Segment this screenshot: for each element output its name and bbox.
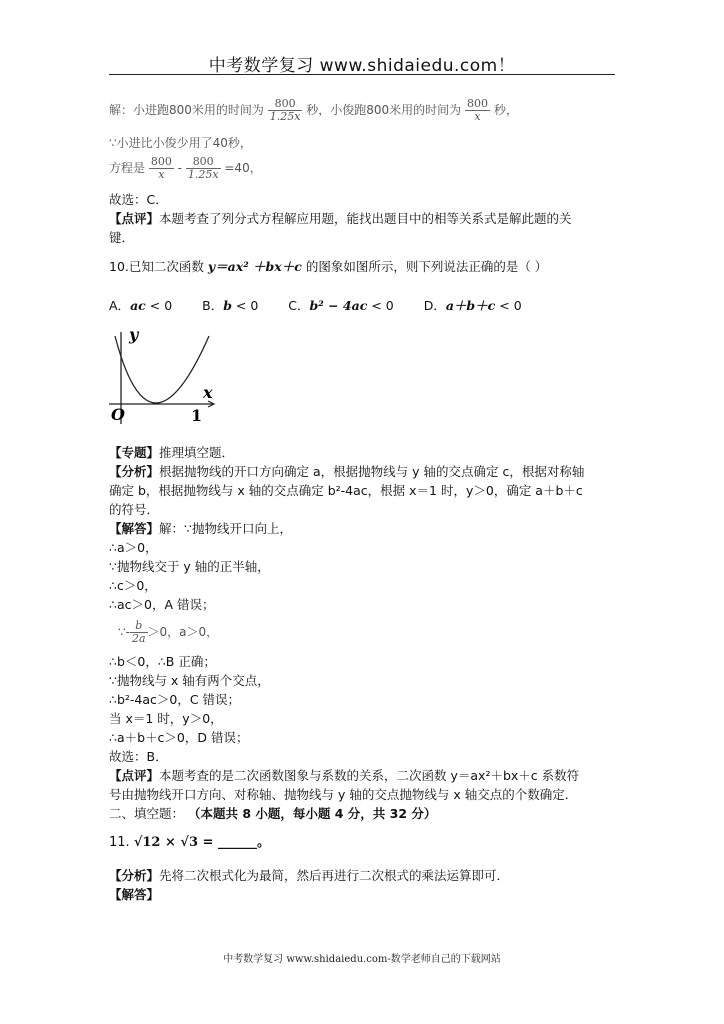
q10-suffix: 的图象如图所示，则下列说法正确的是（ ） <box>305 259 548 274</box>
option-rel: < 0 <box>367 298 394 313</box>
prev-comment-line-1 <box>109 210 572 228</box>
q10-stem <box>109 258 547 276</box>
prev-comment-line-2: 键． <box>109 230 135 245</box>
topic-label: 【专题】 <box>109 445 160 460</box>
fraction-num: 800 <box>150 155 172 168</box>
option-b <box>202 298 258 313</box>
topic-text: 推理填空题． <box>159 445 235 460</box>
q10-prefix: 10.已知二次函数 <box>109 259 204 274</box>
one-label: 1 <box>191 406 203 425</box>
comment-label: 【点评】 <box>109 211 160 226</box>
option-expr: ac <box>130 298 146 313</box>
text: 秒， <box>493 103 518 117</box>
q10-axis-step <box>118 620 218 645</box>
fraction-800-over-x <box>149 156 174 181</box>
fraction-b-over-2a <box>130 620 148 645</box>
q10-options <box>109 297 522 315</box>
option-rel: < 0 <box>231 298 259 313</box>
q10-step: 当 x＝1 时，y＞0， <box>109 711 223 726</box>
fraction-num: 800 <box>467 97 488 110</box>
text: 方程是 <box>109 161 146 175</box>
q10-step: ∴c＞0， <box>109 578 157 593</box>
fraction-den: 1.25x <box>187 168 219 181</box>
fraction-800-over-1.25x <box>268 98 303 123</box>
option-letter: B． <box>202 298 224 313</box>
text: ∵- <box>118 625 130 639</box>
solution-label: 【解答】 <box>109 887 160 902</box>
text: ＞0，a＞0， <box>147 625 219 639</box>
page-header-title: 中考数学复习 www.shidaiedu.com！ <box>208 56 516 76</box>
analysis-text: 根据抛物线的开口方向确定 a，根据抛物线与 y 轴的交点确定 c，根据对称轴 <box>159 464 585 479</box>
origin-label: O <box>111 405 125 424</box>
analysis-text: 先将二次根式化为最简，然后再进行二次根式的乘法运算即可． <box>159 868 510 883</box>
prev-solution-line-2: ∵小进比小俊少用了40秒， <box>109 136 252 150</box>
section-note: （本题共 8 小题，每小题 4 分，共 32 分） <box>188 806 437 821</box>
option-a <box>109 298 172 313</box>
comment-text: 本题考查了列分式方程解应用题，能找出题目中的相等关系式是解此题的关 <box>159 211 572 226</box>
solution-label: 【解答】 <box>109 521 160 536</box>
section-2-heading <box>109 805 436 823</box>
q10-comment-line-2: 号由抛物线开口方向、对称轴、抛物线与 y 轴的交点抛物线与 x 轴交点的个数确定． <box>109 787 578 802</box>
analysis-label: 【分析】 <box>109 868 160 883</box>
q10-analysis-line-1 <box>109 463 584 481</box>
q11-analysis <box>109 867 509 885</box>
fraction-num: b <box>130 620 148 633</box>
fraction-num: 800 <box>268 98 303 111</box>
fraction-den: 2a <box>131 632 146 645</box>
page-footer: 中考数学复习 www.shidaiedu.com-数学老师自己的下载网站 <box>223 954 501 965</box>
header-rule <box>109 74 615 75</box>
q10-step: ∴b²-4ac＞0，C 错误； <box>109 692 241 707</box>
option-expr: a＋b＋c <box>445 298 496 313</box>
comment-label: 【点评】 <box>109 768 160 783</box>
prev-solution-line-1 <box>109 98 518 123</box>
prev-answer: 故选：C． <box>109 192 168 207</box>
parabola-curve <box>115 336 209 403</box>
fraction-800-over-1.25x <box>186 156 221 181</box>
option-d <box>424 298 522 313</box>
comment-text: 本题考查的是二次函数图象与系数的关系，二次函数 y＝ax²＋bx＋c 系数符 <box>159 768 580 783</box>
q10-step: ∴b＜0，∴B 正确； <box>109 654 216 669</box>
option-expr: b² − 4ac <box>309 298 368 313</box>
q10-solution-intro <box>109 520 292 538</box>
minus-sign: - <box>177 161 183 175</box>
fraction-800-over-x <box>465 98 490 123</box>
text: =40， <box>224 161 262 175</box>
q10-answer: 故选：B． <box>109 749 168 764</box>
q10-topic <box>109 444 234 462</box>
option-rel: < 0 <box>145 298 173 313</box>
option-letter: A． <box>109 298 131 313</box>
text: 解：小进跑800米用的时间为 <box>109 103 264 117</box>
q10-analysis-line-3: 的符号． <box>109 502 160 517</box>
q10-function: y＝ax² ＋bx＋c <box>207 259 302 274</box>
q10-step: ∴a＞0， <box>109 540 158 555</box>
solution-text: 解：∵抛物线开口向上， <box>159 521 292 536</box>
x-axis-label: x <box>203 383 213 402</box>
parabola-graph <box>109 328 219 428</box>
q10-step: ∴ac＞0，A 错误； <box>109 597 215 612</box>
q11-stem <box>109 834 270 852</box>
fraction-den: x <box>158 168 165 181</box>
q11-expression: √12 × √3 = ______。 <box>133 835 270 850</box>
q11-solution-label <box>109 886 159 904</box>
section-title: 二、填空题： <box>109 806 185 821</box>
option-letter: D． <box>423 298 446 313</box>
q11-number: 11. <box>109 835 130 850</box>
q10-analysis-line-2: 确定 b，根据抛物线与 x 轴的交点确定 b²-4ac，根据 x＝1 时，y＞0，确定 a＋b＋c <box>109 483 583 498</box>
text: 秒，小俊跑800米用的时间为 <box>306 103 462 117</box>
option-letter: C． <box>288 298 310 313</box>
q10-comment-line-1 <box>109 767 579 785</box>
analysis-label: 【分析】 <box>109 464 160 479</box>
option-c <box>288 298 393 313</box>
q10-step: ∵抛物线与 x 轴有两个交点， <box>109 673 270 688</box>
fraction-den: 1.25x <box>269 110 301 123</box>
q10-step: ∴a＋b＋c＞0，D 错误； <box>109 730 249 745</box>
q10-step: ∵抛物线交于 y 轴的正半轴， <box>109 559 270 574</box>
option-expr: b <box>223 298 232 313</box>
option-rel: < 0 <box>495 298 522 313</box>
y-axis-label: y <box>129 328 139 344</box>
fraction-den: x <box>474 110 481 123</box>
prev-solution-equation <box>109 156 262 181</box>
fraction-num: 800 <box>186 156 221 169</box>
